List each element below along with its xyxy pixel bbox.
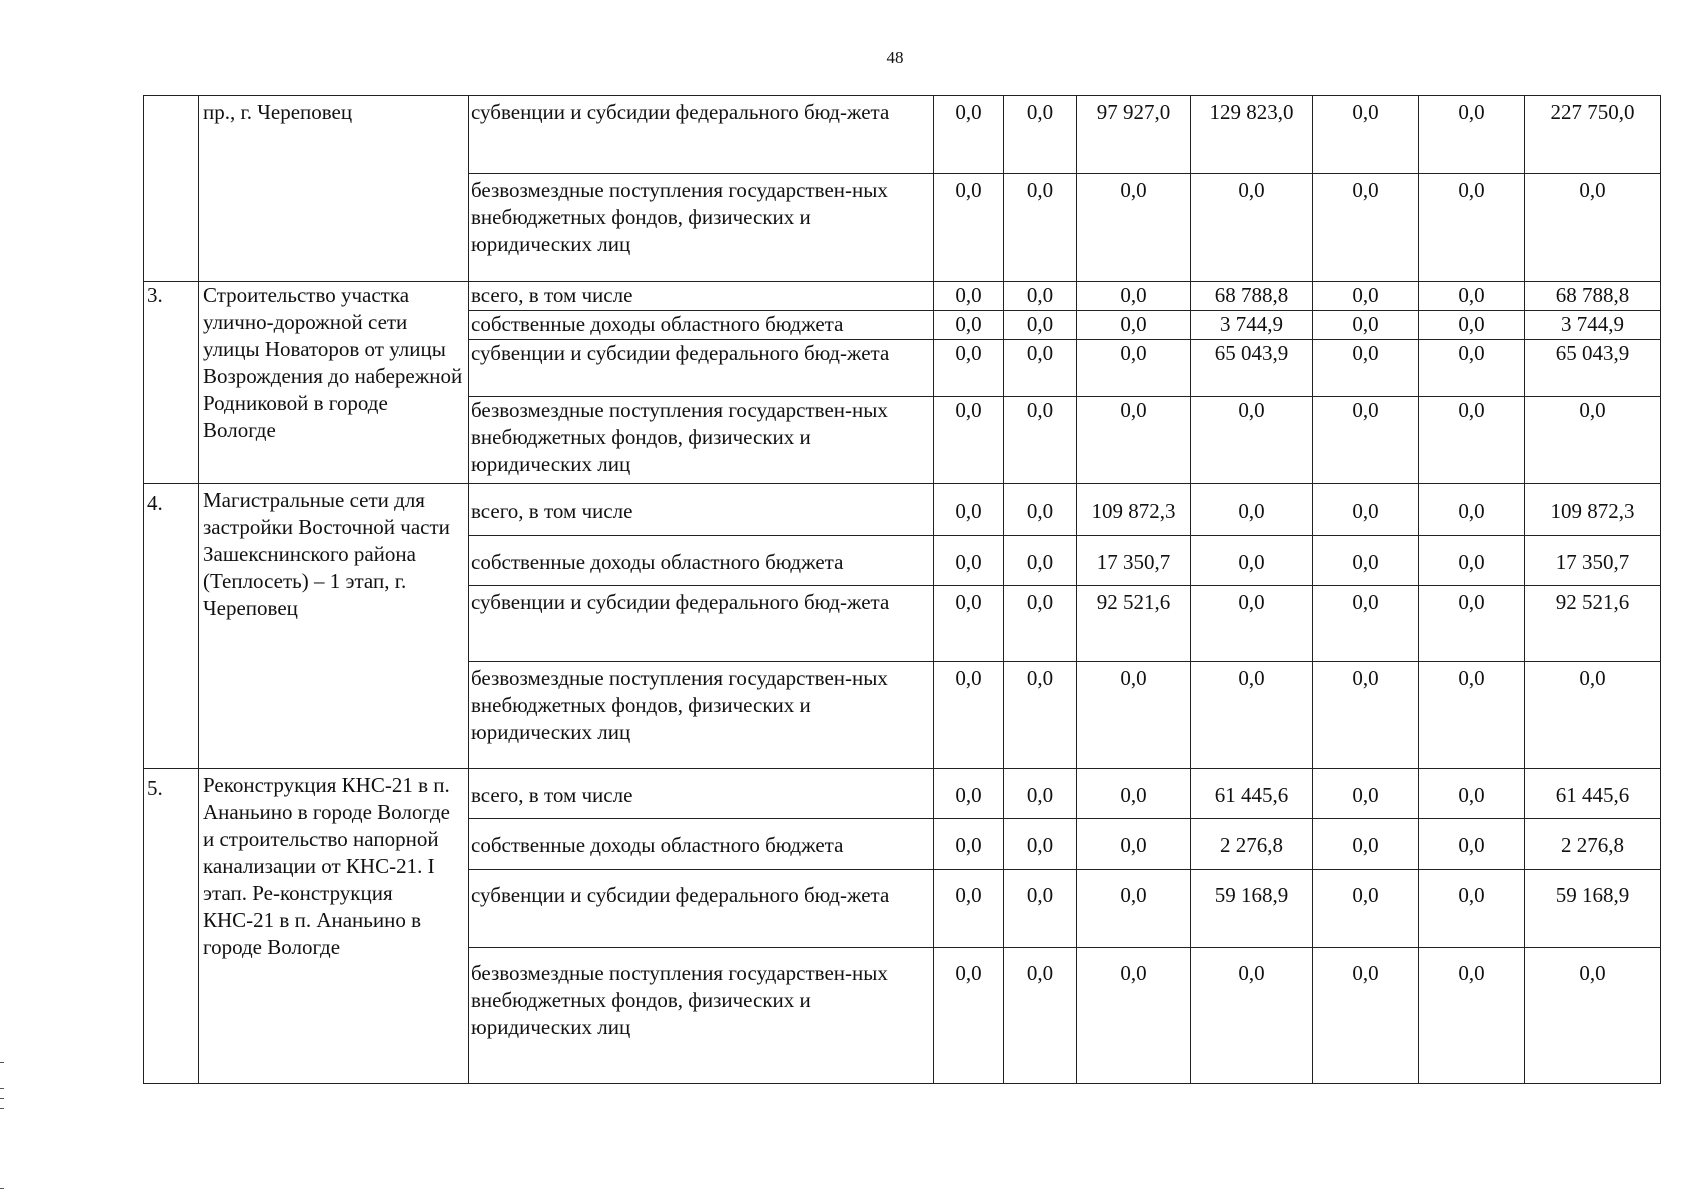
object-name: Реконструкция КНС-21 в п. Ананьино в городе Вологде и строительство напорной канализации от КНС-21. I этап. Ре-конструкция КНС-21 в п. Ананьино в городе Вологде	[199, 769, 469, 1084]
value-cell: 0,0	[934, 311, 1004, 340]
value-cell: 0,0	[1077, 948, 1191, 1084]
value-cell: 0,0	[1313, 870, 1419, 948]
funding-source: всего, в том числе	[469, 282, 934, 311]
value-cell: 0,0	[1191, 174, 1313, 282]
value-cell: 59 168,9	[1525, 870, 1661, 948]
value-cell: 0,0	[1313, 948, 1419, 1084]
object-name: Строительство участка улично-дорожной сети улицы Новаторов от улицы Возрождения до набережной Родниковой в городе Вологде	[199, 282, 469, 484]
value-cell: 0,0	[1004, 586, 1077, 662]
value-cell: 0,0	[1191, 397, 1313, 484]
funding-source: субвенции и субсидии федерального бюд-жета	[469, 96, 934, 174]
value-cell: 227 750,0	[1525, 96, 1661, 174]
table-row	[144, 282, 1661, 311]
value-cell: 0,0	[1004, 96, 1077, 174]
value-cell: 0,0	[1004, 311, 1077, 340]
funding-source: собственные доходы областного бюджета	[469, 311, 934, 340]
funding-source: субвенции и субсидии федерального бюд-жета	[469, 870, 934, 948]
value-cell: 0,0	[1419, 397, 1525, 484]
value-cell: 0,0	[934, 397, 1004, 484]
funding-source: всего, в том числе	[469, 484, 934, 536]
row-number	[144, 96, 199, 282]
table-row	[144, 96, 1661, 174]
object-name: Магистральные сети для застройки Восточной части Зашекснинского района (Теплосеть) – 1 этап, г. Череповец	[199, 484, 469, 769]
value-cell: 0,0	[1077, 282, 1191, 311]
value-cell: 0,0	[1191, 948, 1313, 1084]
value-cell: 0,0	[1419, 536, 1525, 586]
value-cell: 0,0	[1313, 96, 1419, 174]
value-cell: 0,0	[1004, 282, 1077, 311]
value-cell: 0,0	[1004, 769, 1077, 819]
value-cell: 68 788,8	[1525, 282, 1661, 311]
value-cell: 59 168,9	[1191, 870, 1313, 948]
value-cell: 109 872,3	[1525, 484, 1661, 536]
value-cell: 3 744,9	[1191, 311, 1313, 340]
funding-source: собственные доходы областного бюджета	[469, 819, 934, 870]
value-cell: 61 445,6	[1191, 769, 1313, 819]
value-cell: 0,0	[1077, 662, 1191, 769]
value-cell: 0,0	[934, 769, 1004, 819]
value-cell: 0,0	[1191, 586, 1313, 662]
value-cell: 0,0	[1313, 397, 1419, 484]
value-cell: 0,0	[1419, 948, 1525, 1084]
value-cell: 0,0	[1191, 662, 1313, 769]
value-cell: 0,0	[1004, 174, 1077, 282]
value-cell: 109 872,3	[1077, 484, 1191, 536]
value-cell: 92 521,6	[1525, 586, 1661, 662]
value-cell: 0,0	[934, 662, 1004, 769]
value-cell: 0,0	[1004, 948, 1077, 1084]
value-cell: 0,0	[934, 174, 1004, 282]
value-cell: 0,0	[1077, 870, 1191, 948]
value-cell: 0,0	[1191, 484, 1313, 536]
value-cell: 0,0	[1525, 174, 1661, 282]
funding-source: безвозмездные поступления государствен-ных внебюджетных фондов, физических и юридических лиц	[469, 174, 934, 282]
value-cell: 0,0	[1419, 484, 1525, 536]
value-cell: 0,0	[934, 340, 1004, 397]
value-cell: 0,0	[1004, 870, 1077, 948]
row-number: 3.	[144, 282, 199, 484]
value-cell: 0,0	[934, 536, 1004, 586]
value-cell: 129 823,0	[1191, 96, 1313, 174]
table-row	[144, 769, 1661, 819]
value-cell: 0,0	[1419, 311, 1525, 340]
funding-source: собственные доходы областного бюджета	[469, 536, 934, 586]
value-cell: 0,0	[1525, 397, 1661, 484]
value-cell: 0,0	[1077, 819, 1191, 870]
row-number: 5.	[144, 769, 199, 1084]
value-cell: 0,0	[1419, 769, 1525, 819]
value-cell: 65 043,9	[1191, 340, 1313, 397]
value-cell: 0,0	[1419, 819, 1525, 870]
value-cell: 61 445,6	[1525, 769, 1661, 819]
value-cell: 65 043,9	[1525, 340, 1661, 397]
value-cell: 0,0	[934, 586, 1004, 662]
funding-source: субвенции и субсидии федерального бюд-жета	[469, 340, 934, 397]
value-cell: 0,0	[1004, 397, 1077, 484]
value-cell: 0,0	[1419, 174, 1525, 282]
value-cell: 0,0	[1004, 662, 1077, 769]
table-row	[144, 484, 1661, 536]
value-cell: 68 788,8	[1191, 282, 1313, 311]
value-cell: 0,0	[1419, 662, 1525, 769]
value-cell: 0,0	[1077, 397, 1191, 484]
value-cell: 0,0	[1419, 96, 1525, 174]
value-cell: 2 276,8	[1525, 819, 1661, 870]
funding-source: всего, в том числе	[469, 769, 934, 819]
value-cell: 0,0	[1419, 586, 1525, 662]
funding-source: безвозмездные поступления государствен-ных внебюджетных фондов, физических и юридических лиц	[469, 397, 934, 484]
value-cell: 0,0	[1004, 536, 1077, 586]
value-cell: 0,0	[1313, 282, 1419, 311]
value-cell: 0,0	[1419, 340, 1525, 397]
value-cell: 0,0	[934, 96, 1004, 174]
value-cell: 0,0	[1313, 311, 1419, 340]
value-cell: 3 744,9	[1525, 311, 1661, 340]
funding-table	[143, 95, 1661, 1084]
value-cell: 0,0	[1419, 870, 1525, 948]
value-cell: 0,0	[1313, 484, 1419, 536]
value-cell: 0,0	[934, 819, 1004, 870]
value-cell: 0,0	[1313, 174, 1419, 282]
funding-source: субвенции и субсидии федерального бюд-жета	[469, 586, 934, 662]
value-cell: 0,0	[1077, 769, 1191, 819]
value-cell: 0,0	[1077, 311, 1191, 340]
funding-source: безвозмездные поступления государствен-ных внебюджетных фондов, физических и юридических лиц	[469, 662, 934, 769]
value-cell: 0,0	[1077, 174, 1191, 282]
value-cell: 0,0	[1313, 586, 1419, 662]
object-name: пр., г. Череповец	[199, 96, 469, 282]
row-number: 4.	[144, 484, 199, 769]
value-cell: 17 350,7	[1077, 536, 1191, 586]
value-cell: 97 927,0	[1077, 96, 1191, 174]
value-cell: 0,0	[1004, 484, 1077, 536]
value-cell: 0,0	[1004, 340, 1077, 397]
value-cell: 0,0	[1313, 819, 1419, 870]
value-cell: 0,0	[934, 870, 1004, 948]
value-cell: 0,0	[1191, 536, 1313, 586]
value-cell: 0,0	[1004, 819, 1077, 870]
value-cell: 0,0	[934, 484, 1004, 536]
value-cell: 0,0	[1077, 340, 1191, 397]
value-cell: 0,0	[1313, 662, 1419, 769]
scan-margin-marks	[0, 1062, 4, 1192]
value-cell: 2 276,8	[1191, 819, 1313, 870]
funding-source: безвозмездные поступления государствен-ных внебюджетных фондов, физических и юридических лиц	[469, 948, 934, 1084]
value-cell: 0,0	[1525, 948, 1661, 1084]
value-cell: 17 350,7	[1525, 536, 1661, 586]
page-number: 48	[886, 48, 904, 67]
value-cell: 0,0	[1419, 282, 1525, 311]
value-cell: 0,0	[1313, 340, 1419, 397]
value-cell: 0,0	[1313, 536, 1419, 586]
value-cell: 0,0	[934, 948, 1004, 1084]
value-cell: 0,0	[1525, 662, 1661, 769]
value-cell: 0,0	[1313, 769, 1419, 819]
value-cell: 92 521,6	[1077, 586, 1191, 662]
value-cell: 0,0	[934, 282, 1004, 311]
